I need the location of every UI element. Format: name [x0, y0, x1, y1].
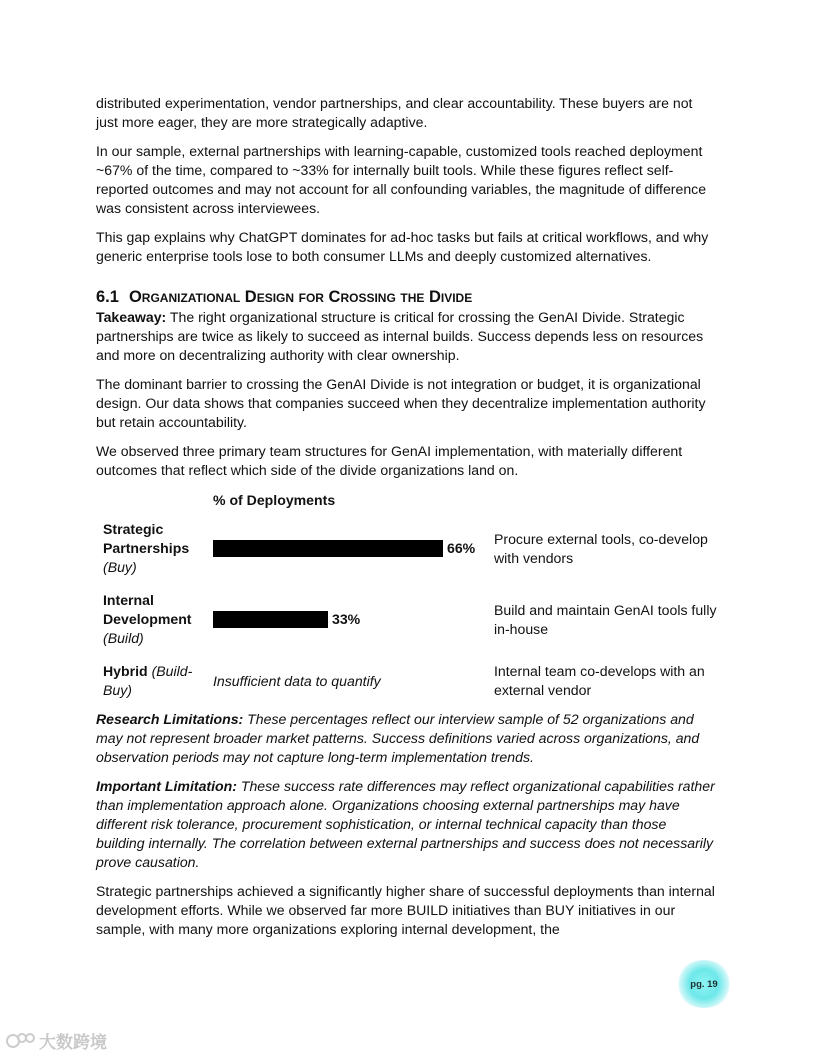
- paragraph: The dominant barrier to crossing the GenAI Divide is not integration or budget, it is organizational design. Our data shows that companies succeed when they decentralize implementation authority but retain accountability.: [96, 376, 706, 430]
- row-qualifier: (Build): [103, 630, 144, 646]
- row-description: Procure external tools, co-develop with vendors: [494, 530, 708, 566]
- table-row: [96, 516, 718, 581]
- takeaway-paragraph: [96, 308, 718, 365]
- section-number: 6.1: [96, 288, 119, 306]
- row-name: Hybrid: [103, 663, 148, 679]
- important-limitation-label: Important Limitation:: [96, 778, 237, 794]
- section-heading: [96, 286, 718, 308]
- research-limitations: [96, 710, 718, 767]
- paragraph: This gap explains why ChatGPT dominates for ad-hoc tasks but fails at critical workflows, and why generic enterprise tools lose to both consumer LLMs and deeply customized alternatives.: [96, 229, 709, 264]
- row-qualifier: (Build-Buy): [103, 663, 193, 698]
- bar-value-label: 33%: [332, 611, 361, 627]
- deployment-table: [96, 516, 718, 704]
- watermark-text: 大数跨境: [39, 1033, 107, 1052]
- research-limitations-text: These percentages reflect our interview sample of 52 organizations and may not represent broader market patterns. Success definitions varied across organizations, and observation periods may not capture long-term implementation trends.: [96, 711, 700, 765]
- row-label: [96, 652, 213, 704]
- page-number: pg. 19: [676, 960, 732, 1008]
- row-label: [96, 516, 213, 581]
- row-qualifier: (Buy): [103, 559, 137, 575]
- deployment-bar: [213, 540, 443, 557]
- row-description: Internal team co-develops with an external vendor: [494, 663, 705, 698]
- row-label: [96, 581, 213, 652]
- important-limitation: [96, 777, 718, 872]
- row-note: Insufficient data to quantify: [213, 672, 381, 689]
- row-name: Strategic Partnerships: [103, 521, 190, 556]
- row-name: Internal Development: [103, 592, 192, 627]
- watermark: [6, 1028, 107, 1053]
- bar-value-label: 66%: [447, 540, 476, 556]
- takeaway-text: The right organizational structure is critical for crossing the GenAI Divide. Strategic partnerships are twice as likely to succeed as internal builds. Success depends less on resources and more on decentralizing authority with clear ownership.: [96, 309, 704, 363]
- table-row: [96, 581, 718, 652]
- row-description: Build and maintain GenAI tools fully in-house: [494, 601, 717, 637]
- table-row: [96, 652, 718, 704]
- important-limitation-text: These success rate differences may reflect organizational capabilities rather than implementation approach alone. Organizations choosing external partnerships may have different risk tolerance, procurement sophistication, or internal technical capacity than those building internally. The correlation between external partnerships and success does not necessarily prove causation.: [96, 778, 715, 870]
- watermark-logo-icon: [6, 1031, 36, 1051]
- research-limitations-label: Research Limitations:: [96, 711, 244, 727]
- paragraph: distributed experimentation, vendor partnerships, and clear accountability. These buyers are not just more eager, they are more strategically adaptive.: [96, 95, 693, 130]
- paragraph: In our sample, external partnerships with learning-capable, customized tools reached deployment ~67% of the time, compared to ~33% for internally built tools. While these figures reflect self-reported outcomes and may not account for all confounding variables, the magnitude of difference was consistent across interviewees.: [96, 143, 707, 216]
- bar-cell: [213, 581, 494, 652]
- paragraph: Strategic partnerships achieved a significantly higher share of successful deployments than internal development efforts. While we observed far more BUILD initiatives than BUY initiatives in our sample, with many more organizations exploring internal development, the: [96, 883, 715, 937]
- takeaway-label: Takeaway:: [96, 309, 167, 325]
- page-content: [96, 94, 718, 949]
- deployments-header: % of Deployments: [213, 492, 336, 508]
- bar-cell: [213, 516, 494, 581]
- section-title: Organizational Design for Crossing the Divide: [128, 288, 473, 306]
- paragraph: We observed three primary team structures for GenAI implementation, with materially different outcomes that reflect which side of the divide organizations land on.: [96, 443, 683, 478]
- deployment-bar: [213, 611, 328, 628]
